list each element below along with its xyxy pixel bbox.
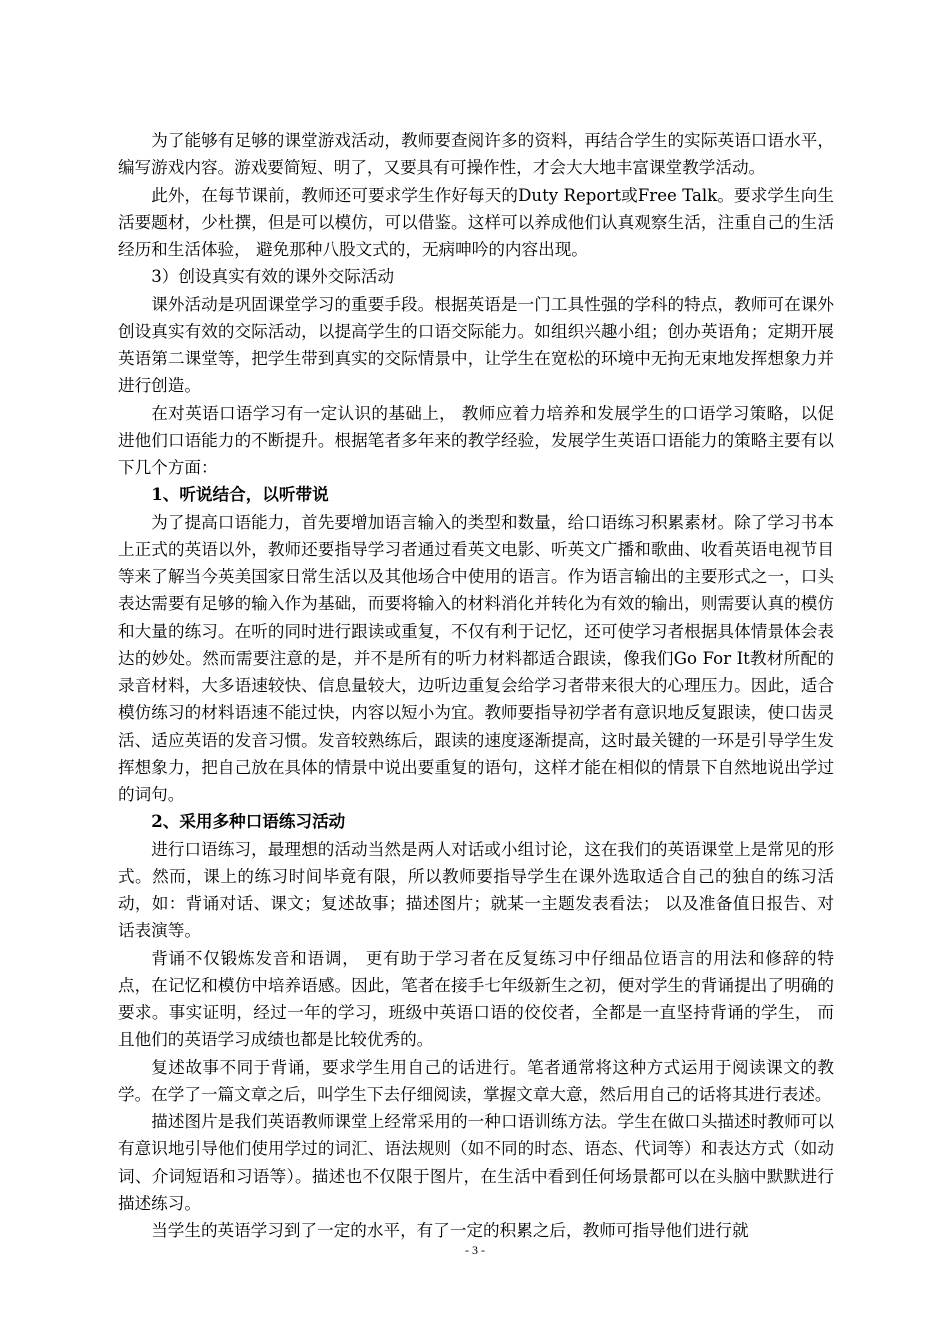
paragraph-8: 复述故事不同于背诵，要求学生用自己的话进行。笔者通常将这种方式运用于阅读课文的教学。在学了一篇文章之后，叫学生下去仔细阅读，掌握文章大意，然后用自己的话将其进行表述。 [118, 1057, 834, 1104]
paragraph-3: 课外活动是巩固课堂学习的重要手段。根据英语是一门工具性强的学科的特点，教师可在课外创设真实有效的交际活动，以提高学生的口语交际能力。如组织兴趣小组；创办英语角；定期开展英语第二课堂等，把学生带到真实的交际情景中，让学生在宽松的环境中无拘无束地发挥想象力并进行创造。 [118, 294, 834, 396]
paragraph-7: 背诵不仅锻炼发音和语调， 更有助于学习者在反复练习中仔细品位语言的用法和修辞的特点，在记忆和模仿中培养语感。因此，笔者在接手七年级新生之初，便对学生的背诵提出了明确的要求。事实证明，经过一年的学习，班级中英语口语的佼佼者，全都是一直坚持背诵的学生， 而且他们的英语学习成绩也都是比较优秀的。 [118, 948, 834, 1050]
paragraph-1: 为了能够有足够的课堂游戏活动，教师要查阅许多的资料，再结合学生的实际英语口语水平，编写游戏内容。游戏要简短、明了，又要具有可操作性，才会大大地丰富课堂教学活动。 [118, 131, 834, 178]
paragraph-10: 当学生的英语学习到了一定的水平，有了一定的积累之后，教师可指导他们进行就 [151, 1221, 749, 1240]
heading-2: 2、采用多种口语练习活动 [151, 811, 346, 832]
page-number: - 3 - [465, 1243, 485, 1257]
section-subheading: 3）创设真实有效的课外交际活动 [151, 267, 395, 287]
document-body [118, 127, 834, 1244]
paragraph-2: 此外，在每节课前，教师还可要求学生作好每天的Duty Report或Free Talk。要求学生向生活要题材，少杜撰，但是可以模仿，可以借鉴。这样可以养成他们认真观察生活，注重自己的生活经历和生活体验， 避免那种八股文式的，无病呻吟的内容出现。 [118, 185, 834, 259]
paragraph-5: 为了提高口语能力，首先要增加语言输入的类型和数量，给口语练习积累素材。除了学习书本上正式的英语以外，教师还要指导学习者通过看英文电影、听英文广播和歌曲、收看英语电视节目等来了解当今英美国家日常生活以及其他场合中使用的语言。作为语言输出的主要形式之一，口头表达需要有足够的输入作为基础，而要将输入的材料消化并转化为有效的输出，则需要认真的模仿和大量的练习。在听的同时进行跟读或重复，不仅有利于记忆，还可使学习者根据具体情景体会表达的妙处。然而需要注意的是，并不是所有的听力材料都适合跟读，像我们Go For It教材所配的录音材料，大多语速较快、信息量较大，边听边重复会给学习者带来很大的心理压力。因此，适合模仿练习的材料语速不能过快，内容以短小为宜。教师要指导初学者有意识地反复跟读，使口齿灵活、适应英语的发音习惯。发音较熟练后，跟读的速度逐渐提高，这时最关键的一环是引导学生发挥想象力，把自己放在具体的情景中说出要重复的语句，这样才能在相似的情景下自然地说出学过的词句。 [118, 512, 834, 804]
paragraph-6: 进行口语练习，最理想的活动当然是两人对话或小组讨论，这在我们的英语课堂上是常见的形式。然而，课上的练习时间毕竟有限，所以教师要指导学生在课外选取适合自己的独自的练习活动，如：背诵对话、课文；复述故事；描述图片；就某一主题发表看法； 以及准备值日报告、对话表演等。 [118, 839, 834, 941]
paragraph-9: 描述图片是我们英语教师课堂上经常采用的一种口语训练方法。学生在做口头描述时教师可以有意识地引导他们使用学过的词汇、语法规则（如不同的时态、语态、代词等）和表达方式（如动词、介词短语和习语等）。描述也不仅限于图片，在生活中看到任何场景都可以在头脑中默默进行描述练习。 [118, 1112, 834, 1213]
paragraph-4: 在对英语口语学习有一定认识的基础上， 教师应着力培养和发展学生的口语学习策略，以促进他们口语能力的不断提升。根据笔者多年来的教学经验，发展学生英语口语能力的策略主要有以下几个方面： [118, 403, 834, 477]
heading-1: 1、听说结合，以听带说 [151, 484, 329, 505]
